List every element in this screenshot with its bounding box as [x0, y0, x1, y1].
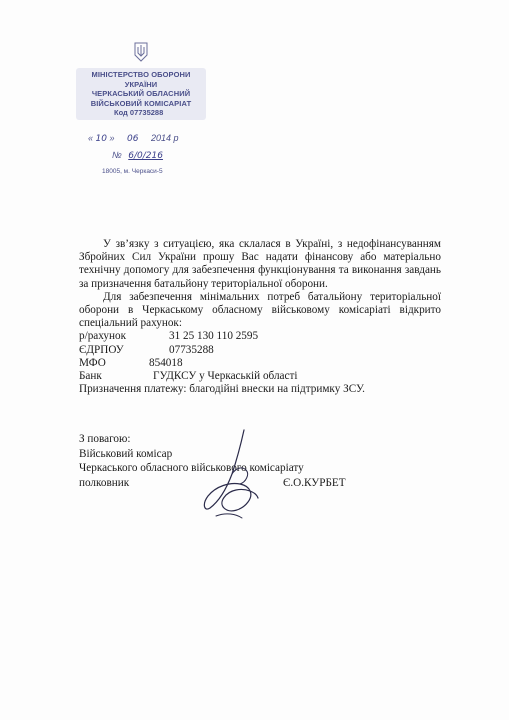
closing-title-2: Черкаського обласного військового комісаріату — [79, 462, 304, 475]
date-year: 2014 р — [151, 133, 179, 143]
handwritten-signature — [196, 428, 266, 520]
mfo-value: 854018 — [149, 356, 183, 369]
letterhead-ministry: МІНІСТЕРСТВО ОБОРОНИ — [91, 70, 191, 79]
closing-name: Є.О.КУРБЕТ — [283, 476, 346, 489]
date-day: 10 — [95, 134, 107, 144]
date-close-quote: » — [109, 133, 115, 143]
bank-row — [79, 370, 441, 383]
letterhead — [76, 40, 206, 180]
letterhead-country: УКРАЇНИ — [124, 79, 158, 89]
letterhead-region: ЧЕРКАСЬКИЙ ОБЛАСНИЙ — [91, 89, 191, 98]
edrpou-value: 07735288 — [169, 343, 214, 356]
closing-signer-row — [79, 476, 459, 491]
number-value: 6/0/216 — [128, 151, 163, 161]
mfo-label: МФО — [79, 356, 106, 369]
letterhead-code: Код 07735288 — [114, 108, 164, 117]
account-value: 31 25 130 110 2595 — [169, 330, 259, 343]
closing-regards: З повагою: — [79, 433, 131, 445]
payment-purpose: Призначення платежу: благодійні внески на підтримку ЗСУ. — [79, 383, 365, 396]
date-month: 06 — [127, 134, 139, 144]
date-open-quote: « — [88, 133, 94, 143]
account-row — [79, 330, 441, 343]
letter-closing — [79, 432, 459, 490]
paragraph-account-intro: Для забезпечення мінімальних потреб батальйону територіальної оборони в Черкаському обласному військовому комісаріаті відкрито спеціальний рахунок: — [79, 290, 441, 330]
edrpou-row — [79, 344, 441, 357]
number-sign: № — [112, 150, 122, 160]
letter-number — [112, 150, 163, 161]
mfo-row — [79, 357, 441, 370]
letterhead-stamp — [76, 68, 206, 120]
closing-rank: полковник — [79, 476, 130, 489]
bank-value: ГУДКСУ у Черкаській області — [153, 370, 298, 383]
account-label: р/рахунок — [79, 330, 127, 343]
edrpou-label: ЄДРПОУ — [79, 343, 124, 356]
paragraph-request: У зв’язку з ситуацією, яка склалася в Україні, з недофінансуванням Збройних Сил України прошу Вас надати фінансову або матеріально технічну допомогу для забезпечення функціонування та виконання завдань за призначення батальйону територіальної оборони. — [79, 238, 441, 290]
letterhead-office: ВІЙСЬКОВИЙ КОМІСАРІАТ — [90, 98, 192, 108]
letter-body — [79, 238, 441, 396]
letterhead-address: 18005, м. Черкаси-5 — [102, 168, 163, 175]
letter-date — [88, 133, 179, 144]
closing-title-1: Військовий комісар — [79, 447, 173, 460]
trident-emblem-icon — [133, 42, 149, 62]
bank-label: Банк — [79, 370, 102, 383]
